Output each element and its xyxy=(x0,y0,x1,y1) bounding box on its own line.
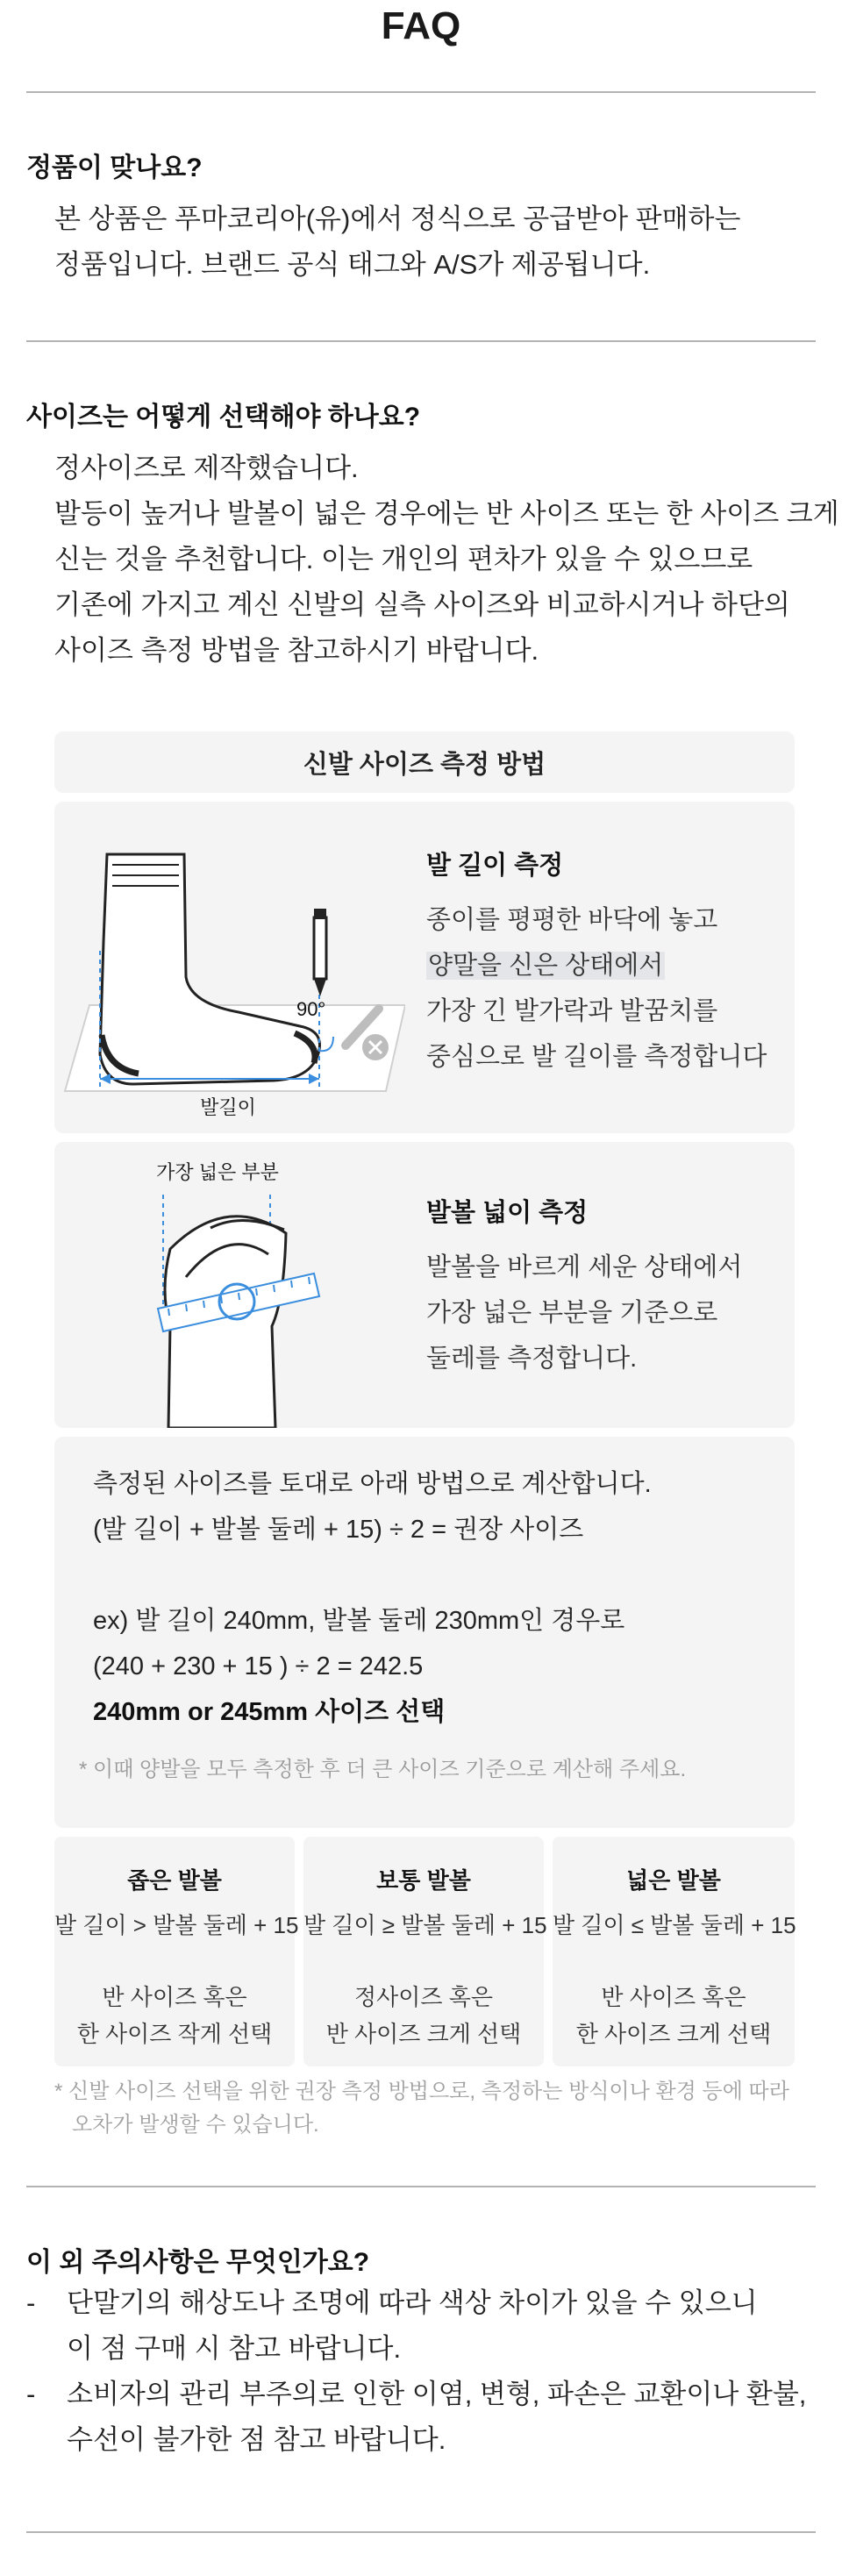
instruction-line: 종이를 평평한 바닥에 놓고 xyxy=(426,906,718,934)
foot-width-title: 발볼 넓이 측정 xyxy=(426,1199,589,1227)
divider xyxy=(26,91,816,93)
foot-type-title: 좁은 발볼 xyxy=(127,1867,222,1894)
foot-length-diagram xyxy=(54,802,405,1133)
calc-formula: (발 길이 + 발볼 둘레 + 15) ÷ 2 = 권장 사이즈 xyxy=(93,1516,584,1544)
instruction-line: 둘레를 측정합니다. xyxy=(426,1345,638,1373)
list-item xyxy=(26,2280,806,2372)
foot-type-recommendation xyxy=(303,1979,544,2052)
answer-line: 본 상품은 푸마코리아(유)에서 정식으로 공급받아 판매하는 xyxy=(54,203,741,234)
foot-width-card xyxy=(54,1142,795,1428)
bullet-dash: - xyxy=(26,2379,36,2409)
highlighted-text: 양말을 신은 상태에서 xyxy=(428,952,664,980)
answer-line: 신는 것을 추천합니다. 이는 개인의 편차가 있을 수 있으므로 xyxy=(54,544,753,574)
list-item-line: 단말기의 해상도나 조명에 따라 색상 차이가 있을 수 있으니 xyxy=(67,2287,758,2318)
recommendation-line: 정사이즈 혹은 xyxy=(354,1984,493,2010)
divider xyxy=(26,340,816,342)
foot-length-label: 발길이 xyxy=(200,1096,256,1118)
list-item xyxy=(26,2372,806,2463)
calc-note: * 이때 양발을 모두 측정한 후 더 큰 사이즈 기준으로 계산해 주세요. xyxy=(79,1758,687,1781)
answer-line: 사이즈 측정 방법을 참고하시기 바랍니다. xyxy=(54,635,539,666)
list-item-line: 수선이 불가한 점 참고 바랍니다. xyxy=(67,2424,446,2455)
recommendation-line: 반 사이즈 혹은 xyxy=(601,1984,746,2010)
calculation-text xyxy=(79,1461,687,1793)
instruction-line: 가장 넓은 부분을 기준으로 xyxy=(426,1299,718,1327)
recommendation-line: 반 사이즈 크게 선택 xyxy=(325,2021,522,2047)
answer-line: 기존에 가지고 계신 신발의 실측 사이즈와 비교하시거나 하단의 xyxy=(54,589,790,620)
instruction-line: 중심으로 발 길이를 측정합니다 xyxy=(426,1043,767,1071)
faq-answer-size xyxy=(54,446,839,674)
answer-line: 정사이즈로 제작했습니다. xyxy=(54,453,359,483)
widest-part-label: 가장 넓은 부분 xyxy=(156,1161,279,1183)
foot-type-normal xyxy=(303,1837,547,2066)
foot-length-card xyxy=(54,802,795,1133)
instruction-line: 발볼을 바르게 세운 상태에서 xyxy=(426,1253,743,1281)
bullet-dash: - xyxy=(26,2287,36,2318)
size-guide-header: 신발 사이즈 측정 방법 xyxy=(54,731,795,793)
foot-type-title: 넓은 발볼 xyxy=(626,1867,721,1894)
calc-recommendation: 240mm or 245mm 사이즈 선택 xyxy=(93,1698,446,1726)
foot-type-recommendation xyxy=(54,1979,295,2052)
foot-type-formula: 발 길이 ≤ 발볼 둘레 + 15 xyxy=(553,1912,796,1938)
faq-question-notes: 이 외 주의사항은 무엇인가요? xyxy=(26,2248,370,2277)
angle-label: 90° xyxy=(296,998,326,1020)
faq-answer-authentic xyxy=(54,196,740,288)
divider xyxy=(26,2186,816,2187)
foot-type-formula: 발 길이 > 발볼 둘레 + 15 xyxy=(54,1912,299,1938)
recommendation-line: 한 사이즈 크게 선택 xyxy=(575,2021,772,2047)
notes-list xyxy=(26,2280,806,2463)
spacer xyxy=(93,1552,686,1598)
guide-footnote xyxy=(54,2075,789,2142)
instruction-line: 가장 긴 발가락과 발꿈치를 xyxy=(426,997,718,1025)
foot-width-diagram xyxy=(54,1142,405,1428)
foot-type-title: 보통 발볼 xyxy=(376,1867,471,1894)
calculation-card xyxy=(54,1437,795,1828)
answer-line: 정품입니다. 브랜드 공식 태그와 A/S가 제공됩니다. xyxy=(54,249,651,280)
list-item-line: 이 점 구매 시 참고 바랍니다. xyxy=(67,2333,402,2364)
recommendation-line: 한 사이즈 작게 선택 xyxy=(76,2021,273,2047)
divider xyxy=(26,2531,816,2533)
calc-example: ex) 발 길이 240mm, 발볼 둘레 230mm인 경우로 xyxy=(93,1607,625,1635)
foot-type-wide xyxy=(553,1837,795,2066)
page-title: FAQ xyxy=(381,4,461,47)
foot-length-text xyxy=(426,846,767,1080)
list-item-line: 소비자의 관리 부주의로 인한 이염, 변형, 파손은 교환이나 환불, xyxy=(67,2379,807,2409)
recommendation-line: 반 사이즈 혹은 xyxy=(102,1984,247,2010)
foot-length-title: 발 길이 측정 xyxy=(426,852,564,880)
foot-type-formula: 발 길이 ≥ 발볼 둘레 + 15 xyxy=(303,1912,547,1938)
foot-width-text xyxy=(426,1193,742,1381)
faq-question-authentic: 정품이 맞나요? xyxy=(26,153,203,182)
faq-question-size: 사이즈는 어떻게 선택해야 하나요? xyxy=(26,403,421,432)
footnote-line: 오차가 발생할 수 있습니다. xyxy=(72,2113,319,2137)
calc-line: 측정된 사이즈를 토대로 아래 방법으로 계산합니다. xyxy=(93,1470,652,1498)
foot-type-recommendation xyxy=(553,1979,795,2052)
answer-line: 발등이 높거나 발볼이 넓은 경우에는 반 사이즈 또는 한 사이즈 크게 xyxy=(54,498,839,529)
calc-example-result: (240 + 230 + 15 ) ÷ 2 = 242.5 xyxy=(93,1652,424,1680)
instruction-line xyxy=(426,943,767,988)
footnote-line: * 신발 사이즈 선택을 위한 권장 측정 방법으로, 측정하는 방식이나 환경 등에 따라 xyxy=(54,2080,789,2103)
foot-type-narrow xyxy=(54,1837,299,2066)
